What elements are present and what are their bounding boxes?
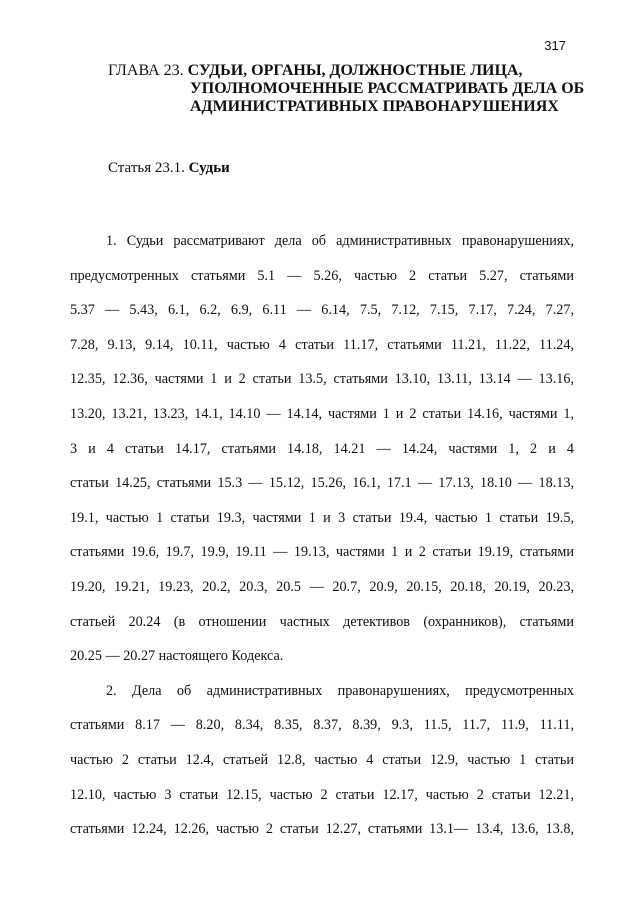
chapter-prefix: ГЛАВА 23. xyxy=(108,62,184,79)
text-line: статьями 8.17 — 8.20, 8.34, 8.35, 8.37, 8.39, 9.3, 11.5, 11.7, 11.9, 11.11, xyxy=(70,717,574,734)
text-line: частью 2 статьи 12.4, статьей 12.8, частью 4 статьи 12.9, частью 1 статьи xyxy=(70,751,574,768)
text-line: 5.37 — 5.43, 6.1, 6.2, 6.9, 6.11 — 6.14, 7.5, 7.12, 7.15, 7.17, 7.24, 7.27, xyxy=(70,302,574,319)
text-line: 7.28, 9.13, 9.14, 10.11, частью 4 статьи 11.17, статьями 11.21, 11.22, 11.24, xyxy=(70,336,574,353)
chapter-title-line: АДМИНИСТРАТИВНЫХ ПРАВОНАРУШЕНИЯХ xyxy=(190,98,559,115)
article-body xyxy=(70,224,574,847)
text-line: 19.1, частью 1 статьи 19.3, частями 1 и 3 статьи 19.4, частью 1 статьи 19.5, xyxy=(70,509,574,526)
text-line: статьями 12.24, 12.26, частью 2 статьи 12.27, статьями 13.1— 13.4, 13.6, 13.8, xyxy=(70,821,574,838)
text-line: 19.20, 19.21, 19.23, 20.2, 20.3, 20.5 — 20.7, 20.9, 20.15, 20.18, 20.19, 20.23, xyxy=(70,578,574,595)
paragraph-1 xyxy=(70,224,574,674)
text-line: 12.35, 12.36, частями 1 и 2 статьи 13.5, статьями 13.10, 13.11, 13.14 — 13.16, xyxy=(70,371,574,388)
page-number: 317 xyxy=(544,38,566,53)
chapter-heading-line-1 xyxy=(108,62,578,80)
article-label: Статья 23.1. xyxy=(108,160,185,176)
text-line: статьями 19.6, 19.7, 19.9, 19.11 — 19.13, частями 1 и 2 статьи 19.19, статьями xyxy=(70,544,574,561)
article-title: Судьи xyxy=(188,160,230,176)
text-line: 20.25 — 20.27 настоящего Кодекса. xyxy=(70,648,284,665)
text-line: 3 и 4 статьи 14.17, статьями 14.18, 14.21 — 14.24, частями 1, 2 и 4 xyxy=(70,440,574,457)
text-line: статьей 20.24 (в отношении частных детективов (охранников), статьями xyxy=(70,613,574,630)
paragraph-2 xyxy=(70,674,574,847)
text-line: 2. Дела об административных правонарушениях, предусмотренных xyxy=(106,682,574,699)
text-line: 1. Судьи рассматривают дела об административных правонарушениях, xyxy=(106,233,574,249)
text-line: предусмотренных статьями 5.1 — 5.26, частью 2 статьи 5.27, статьями xyxy=(70,267,574,284)
text-line: 12.10, частью 3 статьи 12.15, частью 2 статьи 12.17, частью 2 статьи 12.21, xyxy=(70,786,574,803)
chapter-title-line: СУДЬИ, ОРГАНЫ, ДОЛЖНОСТНЫЕ ЛИЦА, xyxy=(187,62,523,79)
article-heading xyxy=(108,160,230,177)
text-line: 13.20, 13.21, 13.23, 14.1, 14.10 — 14.14, частями 1 и 2 статьи 14.16, частями 1, xyxy=(70,405,574,422)
text-line: статьи 14.25, статьями 15.3 — 15.12, 15.26, 16.1, 17.1 — 17.13, 18.10 — 18.13, xyxy=(70,475,574,492)
chapter-title-line: УПОЛНОМОЧЕННЫЕ РАССМАТРИВАТЬ ДЕЛА ОБ xyxy=(190,80,585,97)
chapter-heading xyxy=(108,62,585,116)
